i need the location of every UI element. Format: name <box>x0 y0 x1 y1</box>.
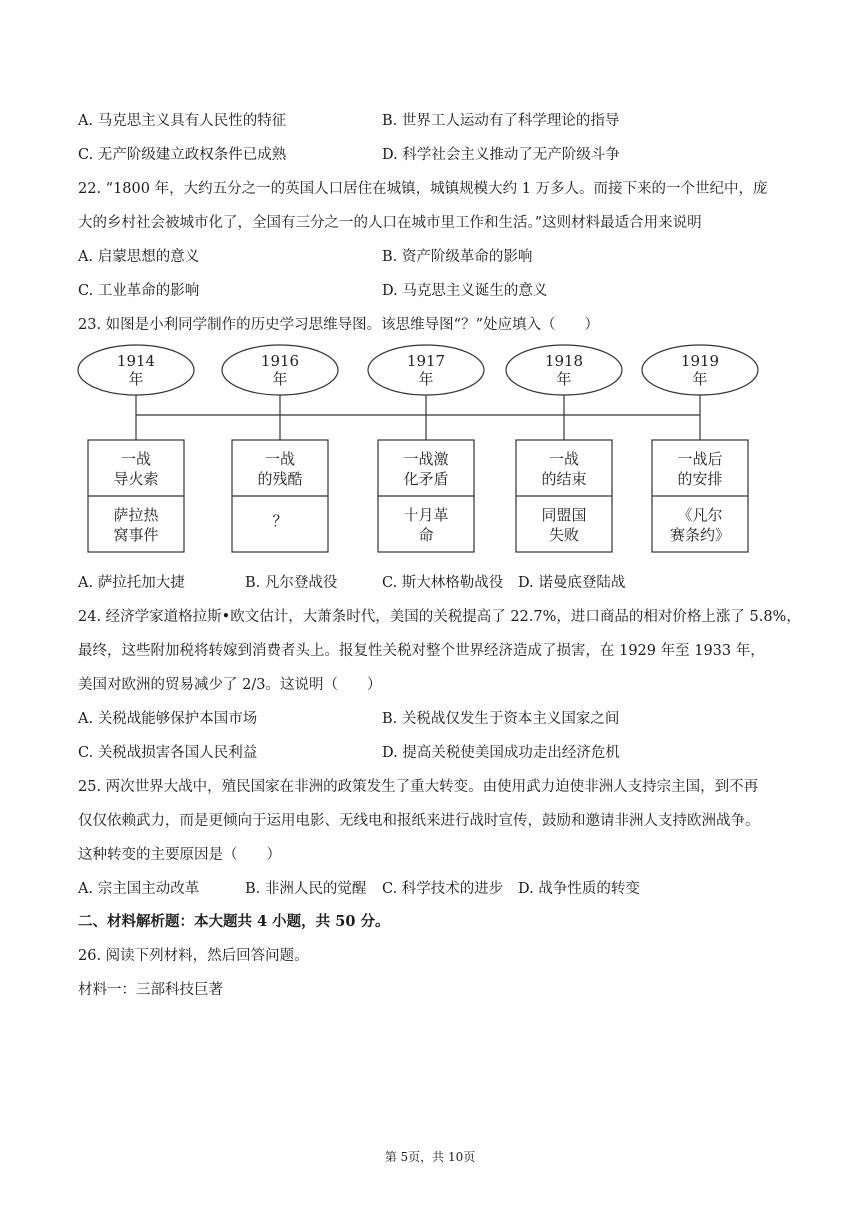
year-label: 1918 <box>544 352 584 370</box>
q21-option-d: D. 科学社会主义推动了无产阶级斗争 <box>382 147 620 163</box>
q25-stem-line2: 仅仅依赖武力，而是更倾向于运用电影、无线电和报纸来进行战时宣传，鼓励和邀请非洲人支持欧洲战争。 <box>78 813 760 829</box>
page-footer: 第 5页，共 10页 <box>384 1150 476 1164</box>
q25-stem-line3: 这种转变的主要原因是（ ） <box>78 847 281 863</box>
q25-option-a: A. 宗主国主动改革 <box>78 881 200 897</box>
topic-label: 的安排 <box>677 470 723 488</box>
q25-option-d: D. 战争性质的转变 <box>518 881 640 897</box>
q24-option-c: C. 关税战损害各国人民利益 <box>78 745 258 761</box>
q24-option-b: B. 关税战仅发生于资本主义国家之间 <box>382 711 620 727</box>
q23-mind-map <box>70 340 770 562</box>
q24-option-d: D. 提高关税使美国成功走出经济危机 <box>382 745 620 761</box>
topic-label: 一战 <box>548 450 580 468</box>
q22-stem-line1: 22. “1800 年，大约五分之一的英国人口居住在城镇，城镇规模大约 1 万多人。而接下来的一个世纪中，庞 <box>78 181 768 197</box>
year-label: 年 <box>272 370 288 388</box>
q22-option-b: B. 资产阶级革命的影响 <box>382 249 533 265</box>
event-label: 同盟国 <box>541 506 587 524</box>
q22-option-d: D. 马克思主义诞生的意义 <box>382 283 548 299</box>
q22-stem-line2: 大的乡村社会被城市化了，全国有三分之一的人口在城市里工作和生活。”这则材料最适合用来说明 <box>78 215 702 231</box>
q24-option-a: A. 关税战能够保护本国市场 <box>78 711 258 727</box>
section2-heading: 二、材料解析题：本大题共 4 小题，共 50 分。 <box>78 913 390 930</box>
topic-label: 一战 <box>264 450 296 468</box>
topic-label: 的结束 <box>541 470 587 488</box>
q24-stem-line1: 24. 经济学家道格拉斯•欧文估计，大萧条时代，美国的关税提高了 22.7%，进口商品的相对价格上涨了 5.8%， <box>78 609 801 625</box>
event-label: 十月革 <box>403 506 449 524</box>
year-label: 1914 <box>116 352 156 370</box>
year-label: 1916 <box>260 352 300 370</box>
q24-stem-line2: 最终，这些附加税将转嫁到消费者头上。报复性关税对整个世界经济造成了损害，在 1929 年至 1933 年， <box>78 643 765 659</box>
event-label: 《凡尔 <box>677 506 723 524</box>
q23-option-a: A. 萨拉托加大捷 <box>78 575 185 591</box>
q25-option-c: C. 科学技术的进步 <box>382 881 504 897</box>
event-label: 窝事件 <box>113 526 159 544</box>
year-label: 1919 <box>680 352 720 370</box>
topic-label: 化矛盾 <box>403 470 449 488</box>
year-label: 1917 <box>406 352 446 370</box>
q25-option-b: B. 非洲人民的觉醒 <box>245 881 367 897</box>
q22-option-a: A. 启蒙思想的意义 <box>78 249 200 265</box>
topic-label: 一战 <box>120 450 152 468</box>
topic-label: 的残酷 <box>257 470 303 488</box>
topic-label: 导火索 <box>113 470 159 488</box>
event-label: 萨拉热 <box>113 506 159 524</box>
q23-stem: 23. 如图是小利同学制作的历史学习思维导图。该思维导图“？”处应填入（ ） <box>78 317 599 333</box>
q24-stem-line3: 美国对欧洲的贸易减少了 2/3。这说明（ ） <box>78 677 382 693</box>
q26-material1-label: 材料一：三部科技巨著 <box>78 982 223 998</box>
event-label: 赛条约》 <box>669 526 731 544</box>
q26-stem: 26. 阅读下列材料，然后回答问题。 <box>78 948 309 964</box>
topic-label: 一战后 <box>677 450 723 468</box>
year-label: 年 <box>556 370 572 388</box>
q23-option-d: D. 诺曼底登陆战 <box>518 575 626 591</box>
event-label: ？ <box>272 512 288 530</box>
q21-option-b: B. 世界工人运动有了科学理论的指导 <box>382 113 620 129</box>
topic-label: 一战激 <box>403 450 449 468</box>
q21-option-c: C. 无产阶级建立政权条件已成熟 <box>78 147 287 163</box>
year-label: 年 <box>692 370 708 388</box>
q23-option-c: C. 斯大林格勒战役 <box>382 575 504 591</box>
year-label: 年 <box>128 370 144 388</box>
event-label: 失败 <box>548 526 580 544</box>
event-label: 命 <box>418 526 434 544</box>
year-label: 年 <box>418 370 434 388</box>
q21-option-a: A. 马克思主义具有人民性的特征 <box>78 113 287 129</box>
q22-option-c: C. 工业革命的影响 <box>78 283 200 299</box>
q23-option-b: B. 凡尔登战役 <box>245 575 338 591</box>
q25-stem-line1: 25. 两次世界大战中，殖民国家在非洲的政策发生了重大转变。由使用武力迫使非洲人支持宗主国，到不再 <box>78 779 759 795</box>
